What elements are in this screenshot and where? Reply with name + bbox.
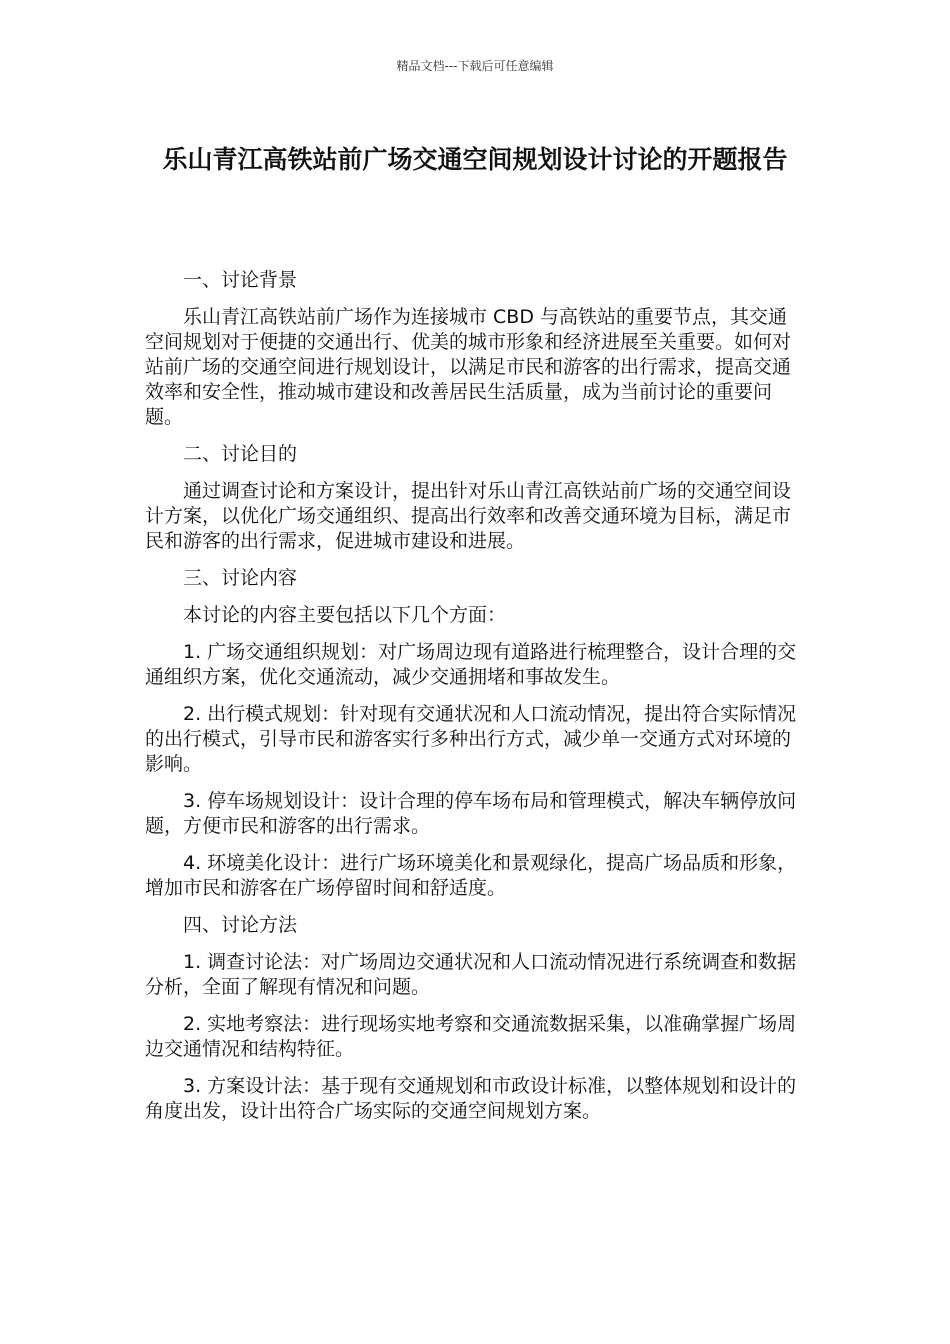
section-heading-content: 三、讨论内容 (183, 567, 298, 589)
list-item: 4. 环境美化设计：进行广场环境美化和景观绿化，提高广场品质和形象，增加市民和游客在广场停留时间和舒适度。 (145, 852, 797, 899)
list-item: 3. 方案设计法：基于现有交通规划和市政设计标准，以整体规划和设计的角度出发，设计出符合广场实际的交通空间规划方案。 (145, 1075, 797, 1122)
header-note: 精品文档---下载后可任意编辑 (396, 59, 554, 73)
paragraph: 通过调查讨论和方案设计，提出针对乐山青江高铁站前广场的交通空间设计方案，以优化广场交通组织、提高出行效率和改善交通环境为目标，满足市民和游客的出行需求，促进城市建设和进展。 (145, 480, 792, 552)
paragraph: 乐山青江高铁站前广场作为连接城市 CBD 与高铁站的重要节点，其交通空间规划对于便捷的交通出行、优美的城市形象和经济进展至关重要。如何对站前广场的交通空间进行规划设计，以满足市民和游客的出行需求，提高交通效率和安全性，推动城市建设和改善居民生活质量，成为当前讨论的重要问题。 (145, 306, 792, 428)
section-heading-purpose: 二、讨论目的 (183, 443, 298, 465)
list-item: 2. 出行模式规划：针对现有交通状况和人口流动情况，提出符合实际情况的出行模式，引导市民和游客实行多种出行方式，减少单一交通方式对环境的影响。 (145, 703, 797, 775)
list-item: 2. 实地考察法：进行现场实地考察和交通流数据采集，以准确掌握广场周边交通情况和结构特征。 (145, 1013, 797, 1060)
paragraph: 本讨论的内容主要包括以下几个方面： (183, 604, 507, 626)
list-item: 1. 广场交通组织规划：对广场周边现有道路进行梳理整合，设计合理的交通组织方案，优化交通流动，减少交通拥堵和事故发生。 (145, 641, 797, 688)
section-heading-method: 四、讨论方法 (183, 914, 298, 936)
list-item: 1. 调查讨论法：对广场周边交通状况和人口流动情况进行系统调查和数据分析，全面了解现有情况和问题。 (145, 951, 797, 998)
document-title: 乐山青江高铁站前广场交通空间规划设计讨论的开题报告 (162, 145, 788, 174)
list-item: 3. 停车场规划设计：设计合理的停车场布局和管理模式，解决车辆停放问题，方便市民和游客的出行需求。 (145, 790, 797, 837)
document-body (145, 268, 805, 1136)
section-heading-background: 一、讨论背景 (183, 269, 298, 291)
